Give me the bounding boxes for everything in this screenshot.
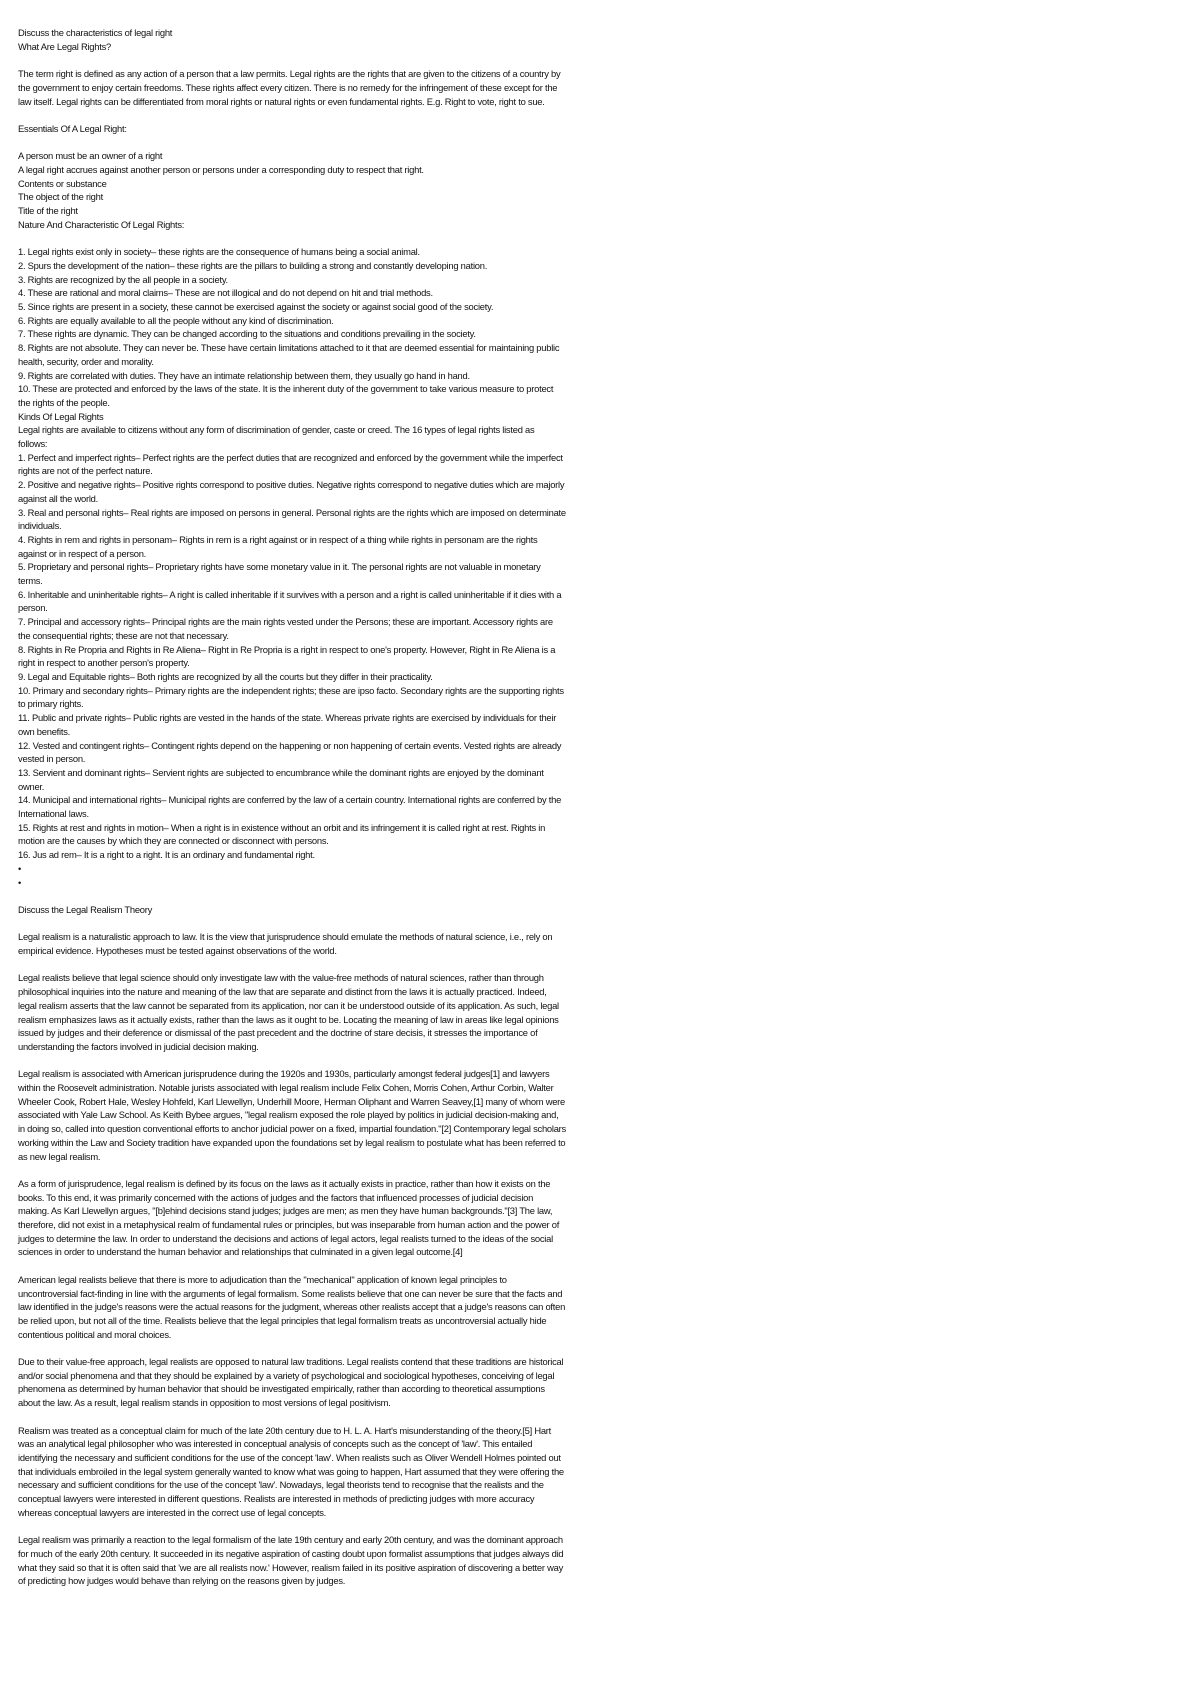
kinds-list xyxy=(18,451,566,862)
list-item: 6. Inheritable and uninheritable rights– A right is called inheritable if it survives with a person and a right is called uninheritable if it dies with a person. xyxy=(18,588,562,614)
body-paragraph: American legal realists believe that there is more to adjudication than the "mechanical" application of known legal principles to uncontroversial fact-finding in line with the arguments of legal formalism. Some realists believe that one can never be sure that the facts and law identified in the judge's reasons were the actual reasons for the judgment, whereas other realists accept that a judge's reasons can often be relied upon, but not all of the time. Realists believe that the legal principles that legal formalism treats as uncontroversial actually hide contentious political and moral choices. xyxy=(18,1273,566,1340)
nature-heading: Nature And Characteristic Of Legal Rights: xyxy=(18,218,185,230)
list-item: 6. Rights are equally available to all the people without any kind of discrimination. xyxy=(18,314,334,326)
list-item: 9. Rights are correlated with duties. They have an intimate relationship between them, they usually go hand in hand. xyxy=(18,369,470,381)
spacer xyxy=(18,1259,566,1273)
list-item: 13. Servient and dominant rights– Servient rights are subjected to encumbrance while the dominant rights are enjoyed by the dominant owner. xyxy=(18,766,544,792)
section-title: Discuss the Legal Realism Theory xyxy=(18,903,153,915)
list-item: 2. Positive and negative rights– Positive rights correspond to positive duties. Negative rights correspond to negative duties which are majorly against all the world. xyxy=(18,479,565,504)
spacer xyxy=(18,1163,566,1177)
list-item: Title of the right xyxy=(18,205,78,217)
spacer xyxy=(18,136,566,150)
list-item: 7. Principal and accessory rights– Principal rights are the main rights vested under the Persons; these are important. Accessory rights are the consequential rights; these are not that necessary. xyxy=(18,616,553,641)
spacer xyxy=(18,1519,566,1533)
intro-paragraph: The term right is defined as any action of a person that a law permits. Legal rights are the rights that are given to the citizens of a country by the government to enjoy certain freedoms. These rights affect every citizen. There is no remedy for the infringement of these except for the law itself. Legal rights can be differentiated from moral rights or natural rights or even fundamental rights. E.g. Right to vote, right to sue. xyxy=(18,68,561,107)
spacer xyxy=(18,1341,566,1355)
spacer xyxy=(18,53,566,67)
spacer xyxy=(18,108,566,122)
spacer xyxy=(18,232,566,246)
essentials-list xyxy=(18,149,566,218)
kinds-heading: Kinds Of Legal Rights xyxy=(18,410,104,422)
list-item: 14. Municipal and international rights– Municipal rights are conferred by the law of a certain country. International rights are conferred by the International laws. xyxy=(18,794,562,820)
list-item: 15. Rights at rest and rights in motion– When a right is in existence without an orbit and its infringement it is called right at rest. Rights in motion are the causes by which they are connected or disconnect with persons. xyxy=(18,821,546,847)
list-item: 11. Public and private rights– Public rights are vested in the hands of the state. Whereas private rights are exercised by individuals for their own benefits. xyxy=(18,712,557,737)
list-item: 3. Rights are recognized by the all people in a society. xyxy=(18,273,228,285)
body-paragraph: Legal realism is associated with American jurisprudence during the 1920s and 1930s, particularly amongst federal judges[1] and lawyers within the Roosevelt administration. Notable jurists associated with legal realism include Felix Cohen, Morris Cohen, Arthur Corbin, Walter Wheeler Cook, Robert Hale, Wesley Hohfeld, Karl Llewellyn, Underhill Moore, Herman Oliphant and Warren Seavey,[1] many of whom were associated with Yale Law School. As Keith Bybee argues, "legal realism exposed the role played by politics in judicial decision-making and, in doing so, called into question conventional efforts to anchor judicial power on a fixed, impartial foundation."[2] Contemporary legal scholars working within the Law and Society tradition have expanded upon the foundations set by legal realism to postulate what has been referred to as new legal realism. xyxy=(18,1068,566,1162)
section-subtitle: What Are Legal Rights? xyxy=(18,40,111,52)
body-paragraph: Due to their value-free approach, legal realists are opposed to natural law traditions. Legal realists contend that these traditions are historical and/or social phenomena and that they should be explained by a variety of psychological and sociological hypotheses, conceiving of legal phenomena as determined by human behavior that should be investigated empirically, rather than according to theoretical assumptions about the law. As a result, legal realism stands in opposition to most versions of legal positivism. xyxy=(18,1356,564,1409)
spacer xyxy=(18,958,566,972)
spacer xyxy=(18,889,566,903)
list-item: 1. Perfect and imperfect rights– Perfect rights are the perfect duties that are recognized and enforced by the government while the imperfect rights are not of the perfect nature. xyxy=(18,451,563,477)
body-paragraph: As a form of jurisprudence, legal realism is defined by its focus on the laws as it actually exists in practice, rather than how it exists on the books. To this end, it was primarily concerned with the actions of judges and the factors that influenced processes of judicial decision making. As Karl Llewellyn argues, "[b]ehind decisions stand judges; judges are men; as men they have human backgrounds."[3] The law, therefore, did not exist in a metaphysical realm of fundamental rules or principles, but was inseparable from human action and the power of judges to determine the law. In order to understand the decisions and actions of legal actors, legal realists turned to the ideas of the social sciences in order to understand the human behavior and relationships that culminated in a given legal outcome.[4] xyxy=(18,1177,560,1258)
list-item: 3. Real and personal rights– Real rights are imposed on persons in general. Personal rights are the rights which are imposed on determinate individuals. xyxy=(18,506,566,532)
body-paragraph: Realism was treated as a conceptual claim for much of the late 20th century due to H. L. A. Hart's misunderstanding of the theory.[5] Hart was an analytical legal philosopher who was interested in conceptual analysis of concepts such as the concept of 'law'. This entailed identifying the necessary and sufficient conditions for the use of the concept 'law'. When realists such as Oliver Wendell Holmes pointed out that individuals embroiled in the legal system generally wanted to know what was going to happen, Hart assumed that they were offering the necessary and sufficient conditions for the use of the concept 'law'. Nowadays, legal theorists tend to recognise that the realists and the conceptual lawyers were interested in different questions. Realists are interested in methods of predicting judges with more accuracy whereas conceptual lawyers are interested in the correct use of legal concepts. xyxy=(18,1424,564,1518)
list-item: 5. Since rights are present in a society, these cannot be exercised against the society or against social good of the society. xyxy=(18,301,494,312)
list-item: 5. Proprietary and personal rights– Proprietary rights have some monetary value in it. The personal rights are not valuable in monetary terms. xyxy=(18,561,541,587)
list-item: A legal right accrues against another person or persons under a corresponding duty to respect that right. xyxy=(18,163,424,175)
list-item: 12. Vested and contingent rights– Contingent rights depend on the happening or non happening of certain events. Vested rights are already vested in person. xyxy=(18,739,562,765)
essentials-heading: Essentials Of A Legal Right: xyxy=(18,122,127,134)
section-title: Discuss the characteristics of legal right xyxy=(18,27,173,38)
list-item: Contents or substance xyxy=(18,177,107,189)
spacer xyxy=(18,1054,566,1068)
list-item: 8. Rights are not absolute. They can never be. These have certain limitations attached to it that are deemed essential for maintaining public health, security, order and morality. xyxy=(18,342,560,367)
list-item: 10. Primary and secondary rights– Primary rights are the independent rights; these are ipso facto. Secondary rights are the supporting rights to primary rights. xyxy=(18,684,564,710)
kinds-intro: Legal rights are available to citizens without any form of discrimination of gender, caste or creed. The 16 types of legal rights listed as follows: xyxy=(18,424,535,450)
list-item: A person must be an owner of a right xyxy=(18,150,163,162)
list-item: 4. Rights in rem and rights in personam– Rights in rem is a right against or in respect of a thing while rights in personam are the rights against or in respect of a person. xyxy=(18,533,538,559)
body-paragraph: Legal realists believe that legal science should only investigate law with the value-free methods of natural sciences, rather than through philosophical inquiries into the nature and meaning of the law that are separate and distinct from the laws it is actually practiced. Indeed, legal realism asserts that the law cannot be separated from its application, nor can it be understood outside of its application. As such, legal realism emphasizes laws as it actually exists, rather than the laws as it ought to be. Locating the meaning of law in areas like legal opinions issued by judges and their deference or dismissal of the past precedent and the doctrine of stare decisis, it stresses the importance of understanding the factors involved in judicial decision making. xyxy=(18,972,559,1052)
list-item: The object of the right xyxy=(18,191,103,203)
list-item: 4. These are rational and moral claims– These are not illogical and do not depend on hit and trial methods. xyxy=(18,287,433,299)
document-page xyxy=(18,26,566,1588)
list-item: 8. Rights in Re Propria and Rights in Re Aliena– Right in Re Propria is a right in respect to one's property. However, Right in Re Aliena is a right in respect to another person's property. xyxy=(18,643,556,669)
list-item: 9. Legal and Equitable rights– Both rights are recognized by all the courts but they differ in their practicality. xyxy=(18,670,433,682)
list-item: 16. Jus ad rem– It is a right to a right. It is an ordinary and fundamental right. xyxy=(18,849,315,861)
list-item: 2. Spurs the development of the nation– these rights are the pillars to building a strong and constantly developing nation. xyxy=(18,259,488,271)
list-item: 1. Legal rights exist only in society– these rights are the consequence of humans being a social animal. xyxy=(18,246,420,258)
bullet-mark: • xyxy=(18,862,22,874)
nature-list xyxy=(18,245,566,409)
body-paragraph: Legal realism was primarily a reaction to the legal formalism of the late 19th century and early 20th century, and was the dominant approach for much of the early 20th century. It succeeded in its negative aspiration of casting doubt upon formalist assumptions that judges always did what they said so that it is often said that 'we are all realists now.' However, realism failed in its positive aspiration of discovering a better way of predicting how judges would behave than relying on the reasons given by judges. xyxy=(18,1534,564,1587)
spacer xyxy=(18,917,566,931)
list-item: 7. These rights are dynamic. They can be changed according to the situations and conditions prevailing in the society. xyxy=(18,328,476,340)
spacer xyxy=(18,1410,566,1424)
list-item: 10. These are protected and enforced by the laws of the state. It is the inherent duty of the government to take various measure to protect the rights of the people. xyxy=(18,383,554,408)
bullet-mark: • xyxy=(18,876,22,888)
body-paragraph: Legal realism is a naturalistic approach to law. It is the view that jurisprudence should emulate the methods of natural science, i.e., rely on empirical evidence. Hypotheses must be tested against observations of the world. xyxy=(18,931,553,957)
